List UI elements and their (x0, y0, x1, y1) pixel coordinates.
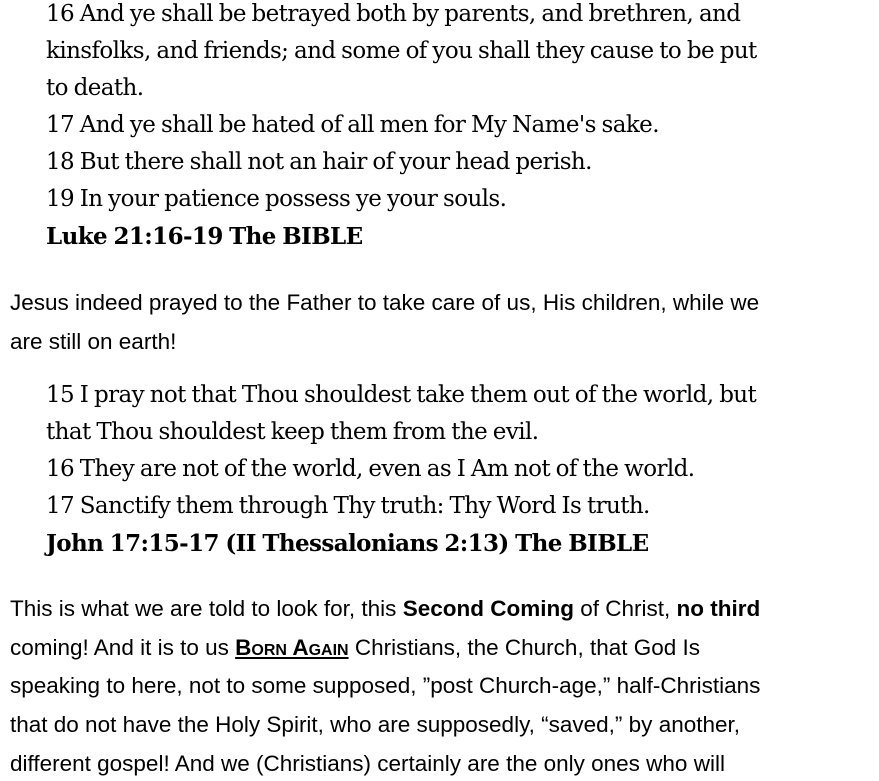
paragraph-line (10, 284, 862, 323)
body-paragraph (10, 590, 862, 781)
emphasis-text: Second Coming (402, 596, 574, 621)
verse-line: 16 And ye shall be betrayed both by parents, and brethren, and (46, 1, 741, 27)
scripture-reference: John 17:15-17 (II Thessalonians 2:13) The BIBLE (46, 530, 649, 557)
paragraph-line (10, 590, 862, 629)
born-again-emphasis: Born Again (235, 634, 349, 660)
verse-line: to death. (46, 75, 144, 101)
verse-line: 17 Sanctify them through Thy truth: Thy Word Is truth. (46, 493, 650, 519)
verse-line: 19 In your patience possess ye your souls. (46, 186, 507, 212)
emphasis-text: no third (676, 596, 761, 621)
verse-line: 15 I pray not that Thou shouldest take them out of the world, but (46, 382, 757, 408)
paragraph-line: different gospel! And we (Christians) certainly are the only ones who will (10, 750, 725, 776)
paragraph-text: Jesus indeed prayed to the Father to take care of us, His children, while we (10, 290, 760, 315)
scripture-quote-john (46, 377, 866, 562)
scripture-reference: Luke 21:16-19 The BIBLE (46, 223, 363, 250)
body-paragraph (10, 284, 862, 361)
verse-line: 17 And ye shall be hated of all men for My Name's sake. (46, 112, 659, 138)
paragraph-line: are still on earth! (10, 328, 177, 354)
paragraph-text: Christians, the Church, that God Is (348, 634, 701, 660)
paragraph-text: of Christ, (573, 596, 677, 621)
verse-line: 18 But there shall not an hair of your head perish. (46, 149, 592, 175)
paragraph-text: This is what we are told to look for, this (10, 596, 403, 621)
paragraph-line: speaking to here, not to some supposed, ”post Church-age,” half-Christians (10, 673, 761, 699)
paragraph-line (10, 629, 862, 668)
verse-line: 16 They are not of the world, even as I Am not of the world. (46, 456, 695, 482)
verse-line: kinsfolks, and friends; and some of you shall they cause to be put (46, 38, 757, 64)
scripture-quote-luke (46, 0, 866, 255)
paragraph-line: that do not have the Holy Spirit, who are supposedly, “saved,” by another, (10, 712, 741, 738)
paragraph-text: coming! And it is to us (10, 634, 236, 660)
verse-line: that Thou shouldest keep them from the evil. (46, 419, 539, 445)
